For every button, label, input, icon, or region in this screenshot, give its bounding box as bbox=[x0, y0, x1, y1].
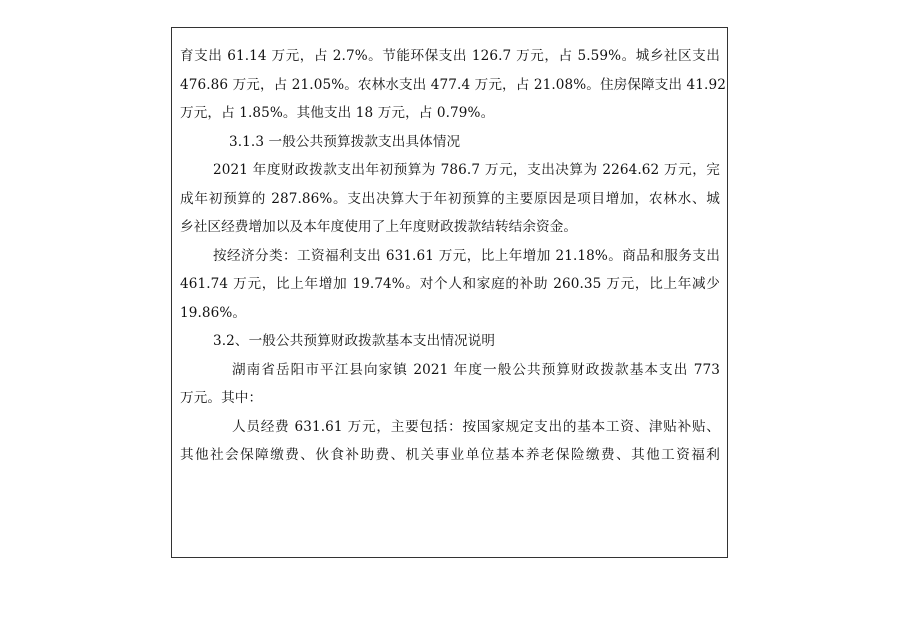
text-line: 461.74 万元，比上年增加 19.74%。对个人和家庭的补助 260.35 万元，比上年减少 bbox=[180, 276, 720, 292]
text-line: 19.86%。 bbox=[180, 304, 247, 321]
text-line: 湖南省岳阳市平江县向家镇 2021 年度一般公共预算财政拨款基本支出 773 bbox=[232, 361, 720, 378]
text-line: 其他社会保障缴费、伙食补助费、机关事业单位基本养老保险缴费、其他工资福利 bbox=[180, 447, 720, 463]
text-line: 乡社区经费增加以及本年度使用了上年度财政拨款结转结余资金。 bbox=[180, 219, 578, 235]
section-heading-3-2: 3.2、一般公共预算财政拨款基本支出情况说明 bbox=[213, 333, 496, 349]
document-body bbox=[180, 42, 726, 470]
text-line: 成年初预算的 287.86%。支出决算大于年初预算的主要原因是项目增加，农林水、城 bbox=[180, 190, 720, 207]
document-frame bbox=[171, 27, 728, 558]
text-line: 万元，占 1.85%。其他支出 18 万元，占 0.79%。 bbox=[180, 105, 495, 121]
text-line: 万元。其中： bbox=[180, 390, 263, 406]
text-line: 人员经费 631.61 万元，主要包括：按国家规定支出的基本工资、津贴补贴、 bbox=[232, 418, 720, 435]
text-line: 育支出 61.14 万元，占 2.7%。节能环保支出 126.7 万元，占 5.59%。城乡社区支出 bbox=[180, 48, 720, 64]
text-line: 476.86 万元，占 21.05%。农林水支出 477.4 万元，占 21.08%。住房保障支出 41.92 bbox=[180, 76, 726, 93]
section-heading-3-1-3: 3.1.3 一般公共预算拨款支出具体情况 bbox=[229, 133, 461, 150]
text-line: 按经济分类：工资福利支出 631.61 万元，比上年增加 21.18%。商品和服务支出 bbox=[213, 247, 720, 264]
text-line: 2021 年度财政拨款支出年初预算为 786.7 万元，支出决算为 2264.62 万元，完 bbox=[213, 162, 720, 178]
